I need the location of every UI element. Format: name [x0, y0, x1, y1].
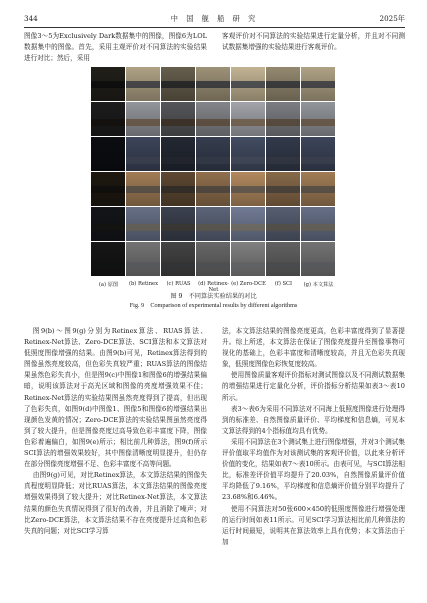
- scene-band: [196, 262, 230, 269]
- scene-band: [196, 224, 230, 231]
- scene-band: [161, 262, 195, 269]
- figure-9-image-grid: [91, 67, 335, 280]
- sublabel-retinex-net: (d) Retinex-Net: [198, 281, 229, 293]
- scene-band: [266, 186, 300, 193]
- scene-band: [91, 81, 125, 88]
- result-image: [231, 67, 265, 101]
- result-image: [91, 242, 125, 276]
- scene-band: [231, 157, 265, 164]
- scene-band: [126, 119, 160, 126]
- result-image: [196, 137, 230, 171]
- result-image: [301, 137, 335, 171]
- scene-band: [301, 224, 335, 231]
- scene-band: [161, 119, 195, 126]
- paragraph: 采用不同算法在3个测试集上进行图像增强，并对3个测试集评价值取平均值作为对该测试集的客观评价值，以此来分析评价值的变化，结果如表7～表10所示。由表可见，与SCI算法相比，标准差评价值平均提升了20.03%，自然图像质量评价值平均降低了9.16%，平均梯度和信息熵评价值分别平均提升了23.68%和6.46%。: [222, 437, 406, 502]
- result-image: [161, 67, 195, 101]
- result-image: [231, 137, 265, 171]
- figure-caption-english: Fig. 9 Comparison of experimental results by different algorithms: [129, 302, 298, 309]
- scene-band: [161, 224, 195, 231]
- paragraph: 法，本文算法结果的图像亮度更高，色彩丰富度得到了显著提升。综上所述，本文算法在保证了图像亮度提升至图像事物可视化的基础上，色彩丰富度和清晰度较高，并且无色彩失真现象，低照度图像色彩恢复度较高。: [222, 327, 405, 369]
- sublabel-ours: (g) 本文算法: [303, 282, 334, 288]
- paragraph: 使用不同算法对50张600×450的低照度图像进行增强处理的运行时间如表11所示。可见SCI学习算法相比前几种算法的运行时间最短，说明其在算法效率上具有优势；本文算法由于加: [222, 504, 405, 546]
- paragraph: 图9(b)～图9(g)分别为Retinex算法、RUAS算法、Retinex-Net算法、Zero-DCE算法、SCI算法和本文算法对低照度图像增强的结果。由图9(b)可见，Retinex算法得到的图像虽然亮度较高，但色彩失真较严重；RUAS算法的图像结果虽然色彩失真小，但是图9(c)中图像1和图像6的增强结果偏暗，说明该算法对于高光区域和图像的亮度增强效果不佳；Retinex-Net算法的实验结果图虽然亮度得到了提高，但出现了色彩失真，如图9(d)中图像1、图像5和图像6的增强结果出现颜色发黄的情况；Zero-DCE算法的实验结果图虽然亮度得到了较大提升，但是图像亮度过高导致色彩丰富度下降，图像色彩着遍偏白，如图9(e)所示；相比前几种算法，图9(f)所示SCI算法的增强效果较好，其中图像清晰度明显提升，但仍存在部分图像亮度增强不足、色彩丰富度不高等问题。: [24, 327, 207, 469]
- running-header: [24, 12, 405, 26]
- paragraph: 由图9(g)可见，对比Retinex算法，本文算法结果的图像失真程度明显降低；对比RUAS算法，本文算法结果的图像亮度增强效果得到了较大提升；对比Retinex-Net算法，本文算法结果的颜色失真情况得到了很好的改善，并且消除了噪声；对比Zero-DCE算法，本文算法结果不存在亮度提升过高和色彩失真的问题；对比SCI学习算: [24, 471, 207, 535]
- result-image: [126, 242, 160, 276]
- result-image: [126, 137, 160, 171]
- scene-band: [161, 186, 195, 193]
- result-image: [196, 172, 230, 206]
- result-image: [231, 172, 265, 206]
- paragraph: 客观评价对不同算法的实验结果进行定量分析，并且对不同测试数据集增强的实验结果进行客观评价。: [222, 32, 405, 52]
- paragraph: 表3～表6为采用不同算法对不同海上低照度图像进行处理得到的标准差、自然图像质量评价、平均梯度和信息熵，可见本文算法得到的4个指标值均具有优势。: [222, 404, 405, 435]
- scene-band: [301, 119, 335, 126]
- intro-right-column: [222, 31, 405, 53]
- scene-band: [266, 262, 300, 269]
- result-image: [231, 102, 265, 136]
- result-image: [161, 137, 195, 171]
- result-image: [301, 207, 335, 241]
- scene-band: [231, 262, 265, 269]
- scene-band: [126, 224, 160, 231]
- scene-band: [196, 119, 230, 126]
- scene-band: [231, 119, 265, 126]
- comparison-grid: [91, 67, 335, 276]
- result-image: [91, 137, 125, 171]
- scene-band: [91, 224, 125, 231]
- scene-band: [196, 157, 230, 164]
- scene-band: [161, 81, 195, 88]
- figure-sublabels: [91, 281, 335, 293]
- result-image: [161, 242, 195, 276]
- result-image: [266, 172, 300, 206]
- result-image: [91, 67, 125, 101]
- scene-band: [301, 157, 335, 164]
- scene-band: [231, 186, 265, 193]
- scene-band: [301, 186, 335, 193]
- scene-band: [196, 81, 230, 88]
- scene-band: [91, 157, 125, 164]
- publication-year: 2025年: [379, 14, 405, 23]
- scene-band: [126, 157, 160, 164]
- result-image: [266, 207, 300, 241]
- result-image: [161, 102, 195, 136]
- result-image: [196, 207, 230, 241]
- paragraph: 使用图像质量客观评价指标对测试图像以及不同测试数据集的增强结果进行定量化分析，评价指标分析结果如表3～表10所示。: [222, 371, 405, 402]
- scene-band: [231, 224, 265, 231]
- journal-title: 中 国 舰 船 研 究: [170, 14, 259, 23]
- result-image: [126, 67, 160, 101]
- result-image: [91, 172, 125, 206]
- scene-band: [126, 186, 160, 193]
- result-image: [301, 102, 335, 136]
- result-image: [91, 102, 125, 136]
- body-right-column: [222, 326, 405, 548]
- result-image: [196, 67, 230, 101]
- sublabel-ruas: (c) RUAS: [166, 281, 191, 287]
- scene-band: [91, 186, 125, 193]
- page-number: 344: [24, 14, 38, 23]
- sublabel-retinex: (b) Retinex: [128, 281, 159, 287]
- paragraph: 图像3～5为Exclusively Dark数据集中的图像，图像6为LOL数据集中的图像。首先，采用主观评价对不同算法的实验结果进行对比；然后，采用: [24, 32, 207, 63]
- scene-band: [161, 157, 195, 164]
- result-image: [196, 102, 230, 136]
- result-image: [161, 172, 195, 206]
- figure-caption-chinese: 图 9 不同算法实验结果的对比: [170, 293, 257, 300]
- result-image: [126, 207, 160, 241]
- result-image: [196, 242, 230, 276]
- scene-band: [301, 81, 335, 88]
- intro-left-column: [24, 31, 207, 64]
- sublabel-sci: (f) SCI: [274, 281, 293, 287]
- scene-band: [301, 262, 335, 269]
- result-image: [301, 67, 335, 101]
- result-image: [301, 172, 335, 206]
- scene-band: [266, 224, 300, 231]
- scene-band: [231, 81, 265, 88]
- result-image: [126, 172, 160, 206]
- scene-band: [126, 81, 160, 88]
- scene-band: [91, 119, 125, 126]
- result-image: [231, 207, 265, 241]
- result-image: [266, 67, 300, 101]
- body-left-column: [24, 326, 207, 537]
- result-image: [231, 242, 265, 276]
- result-image: [266, 102, 300, 136]
- result-image: [91, 207, 125, 241]
- result-image: [266, 242, 300, 276]
- scene-band: [91, 262, 125, 269]
- scene-band: [266, 157, 300, 164]
- result-image: [161, 207, 195, 241]
- scene-band: [126, 262, 160, 269]
- result-image: [301, 242, 335, 276]
- result-image: [266, 137, 300, 171]
- sublabel-zero-dce: (e) Zero-DCE: [231, 281, 266, 287]
- scene-band: [266, 119, 300, 126]
- scene-band: [196, 186, 230, 193]
- sublabel-original: (a) 原图: [98, 282, 119, 288]
- header-rule: [24, 27, 405, 28]
- result-image: [126, 102, 160, 136]
- scene-band: [266, 81, 300, 88]
